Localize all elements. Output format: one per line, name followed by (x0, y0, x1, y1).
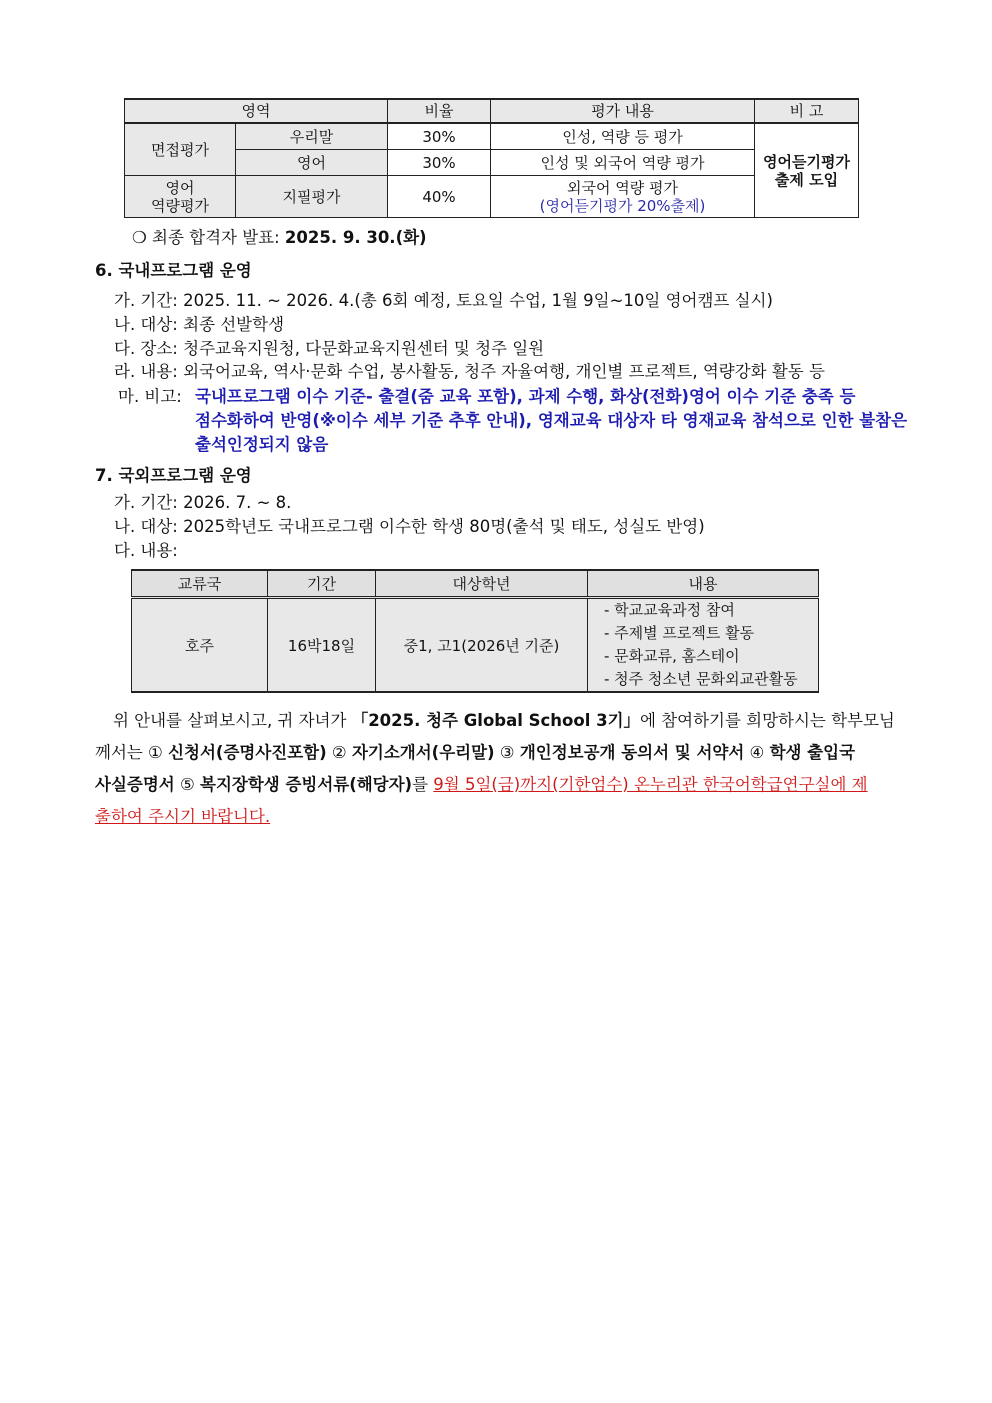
item-key: 가. 기간: (114, 493, 178, 512)
header-ratio: 비율 (388, 99, 491, 123)
closing-line (95, 710, 897, 732)
item-value: 외국어교육, 역사·문화 수업, 봉사활동, 청주 자율여행, 개인별 프로젝트, 역량강화 활동 등 (183, 362, 825, 381)
item-key: 다. 내용: (114, 541, 178, 560)
item-key: 나. 대상: (114, 315, 178, 334)
header-content: 평가 내용 (491, 99, 755, 123)
closing-line (95, 742, 897, 764)
section6-item (114, 338, 544, 360)
item-key: 다. 장소: (114, 339, 178, 358)
note-line: 출제 도입 (774, 170, 839, 189)
note-cell (755, 123, 859, 218)
section6-item (114, 361, 825, 383)
item-value: 2025학년도 국내프로그램 이수한 학생 80명(출석 및 태도, 성실도 반영) (183, 517, 705, 536)
country-cell: 호주 (132, 598, 268, 693)
text: 를 (412, 775, 434, 794)
announcement-date: 2025. 9. 30.(화) (284, 228, 427, 247)
row-content (491, 176, 755, 218)
item-key: 라. 내용: (114, 362, 178, 381)
header-country: 교류국 (132, 570, 268, 598)
item-value: 2025. 11. ~ 2026. 4.(총 6회 예정, 토요일 수업, 1월 9일~10일 영어캠프 실시) (183, 291, 773, 310)
item-value: 2026. 7. ~ 8. (183, 493, 292, 512)
content-item: - 주제별 프로젝트 활동 (604, 624, 755, 642)
content-item: - 문화교류, 홈스테이 (604, 647, 740, 665)
announcement-label: 최종 합격자 발표: (152, 228, 280, 247)
header-area: 영역 (125, 99, 388, 123)
content-line: 외국어 역량 평가 (567, 178, 678, 197)
item-value: 청주교육지원청, 다문화교육지원센터 및 청주 일원 (183, 339, 545, 358)
note-line: 영어듣기평가 (763, 152, 850, 171)
section6-note-line: 점수화하여 반영(※이수 세부 기준 추후 안내), 영재교육 대상자 타 영재교육 참석으로 인한 불참은 (195, 411, 908, 430)
text: ③ (494, 743, 520, 762)
english-label-line: 역량평가 (151, 196, 209, 215)
text: ② (326, 743, 352, 762)
header-period: 기간 (268, 570, 376, 598)
doc-item: 자기소개서(우리말) (351, 743, 495, 762)
row-sub: 영어 (236, 150, 388, 176)
english-label (125, 176, 236, 218)
row-sub: 지필평가 (236, 176, 388, 218)
content-line: (영어듣기평가 20%출제) (539, 196, 706, 215)
deadline-text: 9월 5일(금)까지(기한엄수) 온누리관 한국어학급연구실에 제 (433, 775, 868, 794)
doc-item: 복지장학생 증빙서류(해당자) (200, 775, 413, 794)
section6-note-line: 국내프로그램 이수 기준- 출결(줌 교육 포함), 과제 수행, 화상(전화)영어 이수 기준 충족 등 (195, 387, 856, 406)
period-cell: 16박18일 (268, 598, 376, 693)
section7-item (114, 516, 705, 538)
item-key: 가. 기간: (114, 291, 178, 310)
text: 위 안내를 살펴보시고, 귀 자녀가 (113, 711, 352, 730)
english-label-line: 영어 (165, 178, 195, 197)
doc-item: 신청서(증명사진포함) (168, 743, 327, 762)
content-item: - 학교교육과정 참여 (604, 601, 735, 619)
header-note: 비 고 (755, 99, 859, 123)
row-sub: 우리말 (236, 123, 388, 150)
row-ratio: 30% (388, 123, 491, 150)
doc-item: 개인정보공개 동의서 및 서약서 (519, 743, 745, 762)
closing-line (95, 774, 897, 796)
deadline-text: 출하여 주시기 바랍니다. (95, 807, 271, 826)
row-ratio: 40% (388, 176, 491, 218)
text: 에 참여하기를 희망하시는 학부모님 (640, 711, 895, 730)
closing-line (95, 806, 897, 828)
text: ④ (744, 743, 770, 762)
section6-note-key: 마. 비고: (118, 387, 182, 406)
doc-item: 사실증명서 (95, 775, 175, 794)
doc-item: 학생 출입국 (769, 743, 856, 762)
program-table (131, 569, 819, 693)
header-content: 내용 (588, 570, 819, 598)
final-announcement (132, 227, 427, 249)
row-ratio: 30% (388, 150, 491, 176)
content-item: - 청주 청소년 문화외교관활동 (604, 670, 798, 688)
row-content: 인성, 역량 등 평가 (491, 123, 755, 150)
section6-note-line: 출석인정되지 않음 (195, 435, 329, 454)
header-grade: 대상학년 (376, 570, 588, 598)
item-value: 최종 선발학생 (183, 315, 285, 334)
section6-title: 6. 국내프로그램 운영 (95, 261, 252, 280)
section6-item (114, 290, 773, 312)
section6-item (114, 314, 284, 336)
evaluation-table (124, 98, 859, 218)
grade-cell: 중1, 고1(2026년 기준) (376, 598, 588, 693)
item-key: 나. 대상: (114, 517, 178, 536)
text: 께서는 ① (95, 743, 169, 762)
section7-item (114, 492, 291, 514)
text: ⑤ (174, 775, 200, 794)
program-name: 「2025. 청주 Global School 3기」 (351, 711, 641, 730)
row-content: 인성 및 외국어 역량 평가 (491, 150, 755, 176)
section7-title: 7. 국외프로그램 운영 (95, 466, 252, 485)
bullet-icon: ❍ (132, 228, 147, 247)
section7-item (114, 540, 178, 562)
interview-label: 면접평가 (125, 123, 236, 176)
content-cell (588, 598, 819, 693)
